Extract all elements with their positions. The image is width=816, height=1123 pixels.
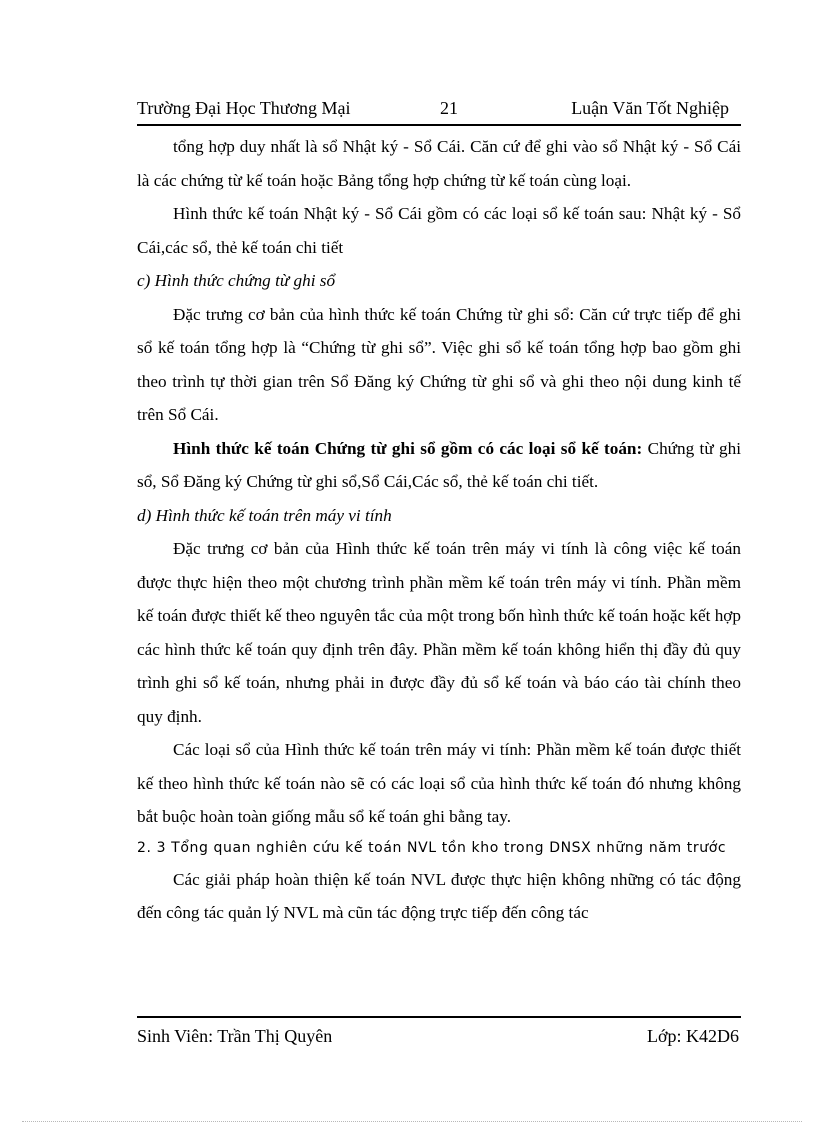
paragraph-rest: Chứng từ ghi sổ, Sổ Đăng ký Chứng từ ghi sổ,Sổ Cái,Các sổ, thẻ kế toán chi tiết.	[137, 438, 741, 491]
footer-class: Lớp: K42D6	[646, 1026, 739, 1046]
header-doc-type: Luận Văn Tốt Nghiệp	[571, 98, 729, 118]
page-break-divider	[22, 1121, 802, 1122]
footer-student: Sinh Viên: Trần Thị Quyên	[137, 1026, 333, 1046]
paragraph: Đặc trưng cơ bản của hình thức kế toán Chứng từ ghi sổ: Căn cứ trực tiếp để ghi sổ kế toán tổng hợp là “Chứng từ ghi sổ”. Việc ghi sổ kế toán tổng hợp bao gồm ghi theo trình tự thời gian trên Sổ Đăng ký Chứng từ ghi sổ và ghi theo nội dung kinh tế trên Sổ Cái.	[137, 304, 741, 424]
header-page-number: 21	[440, 98, 458, 118]
page-footer	[137, 1016, 741, 1052]
section-heading-2-3: 2. 3 Tổng quan nghiên cứu kế toán NVL tồn kho trong DNSX những năm trước	[137, 839, 727, 856]
section-heading-c: c) Hình thức chứng từ ghi sổ	[137, 271, 336, 290]
paragraph: Các loại sổ của Hình thức kế toán trên máy vi tính: Phần mềm kế toán được thiết kế theo hình thức kế toán nào sẽ có các loại sổ của hình thức kế toán đó nhưng không bắt buộc hoàn toàn giống mẫu sổ kế toán ghi bằng tay.	[137, 740, 741, 826]
paragraph-bold-lead: Hình thức kế toán Chứng từ ghi sổ gồm có các loại sổ kế toán:	[173, 438, 643, 458]
paragraph	[137, 432, 741, 499]
section-heading-d: d) Hình thức kế toán trên máy vi tính	[137, 505, 392, 525]
page-body	[137, 130, 741, 930]
paragraph: Hình thức kế toán Nhật ký - Sổ Cái gồm có các loại sổ kế toán sau: Nhật ký - Sổ Cái,các sổ, thẻ kế toán chi tiết	[137, 204, 741, 257]
page-header	[137, 96, 741, 126]
paragraph: Các giải pháp hoàn thiện kế toán NVL được thực hiện không những có tác động đến công tác quản lý NVL mà cũn tác động trực tiếp đến công tác	[137, 869, 741, 922]
paragraph: tổng hợp duy nhất là sổ Nhật ký - Sổ Cái. Căn cứ để ghi vào sổ Nhật ký - Sổ Cái là các chứng từ kế toán hoặc Bảng tổng hợp chứng từ kế toán cùng loại.	[137, 137, 741, 190]
header-school: Trường Đại Học Thương Mại	[137, 98, 351, 118]
paragraph: Đặc trưng cơ bản của Hình thức kế toán trên máy vi tính là công việc kế toán được thực hiện theo một chương trình phần mềm kế toán trên máy vi tính. Phần mềm kế toán được thiết kế theo nguyên tắc của một trong bốn hình thức kế toán hoặc kết hợp các hình thức kế toán quy định trên đây. Phần mềm kế toán không hiển thị đầy đủ quy trình ghi sổ kế toán, nhưng phải in được đầy đủ sổ kế toán và báo cáo tài chính theo quy định.	[137, 539, 741, 726]
